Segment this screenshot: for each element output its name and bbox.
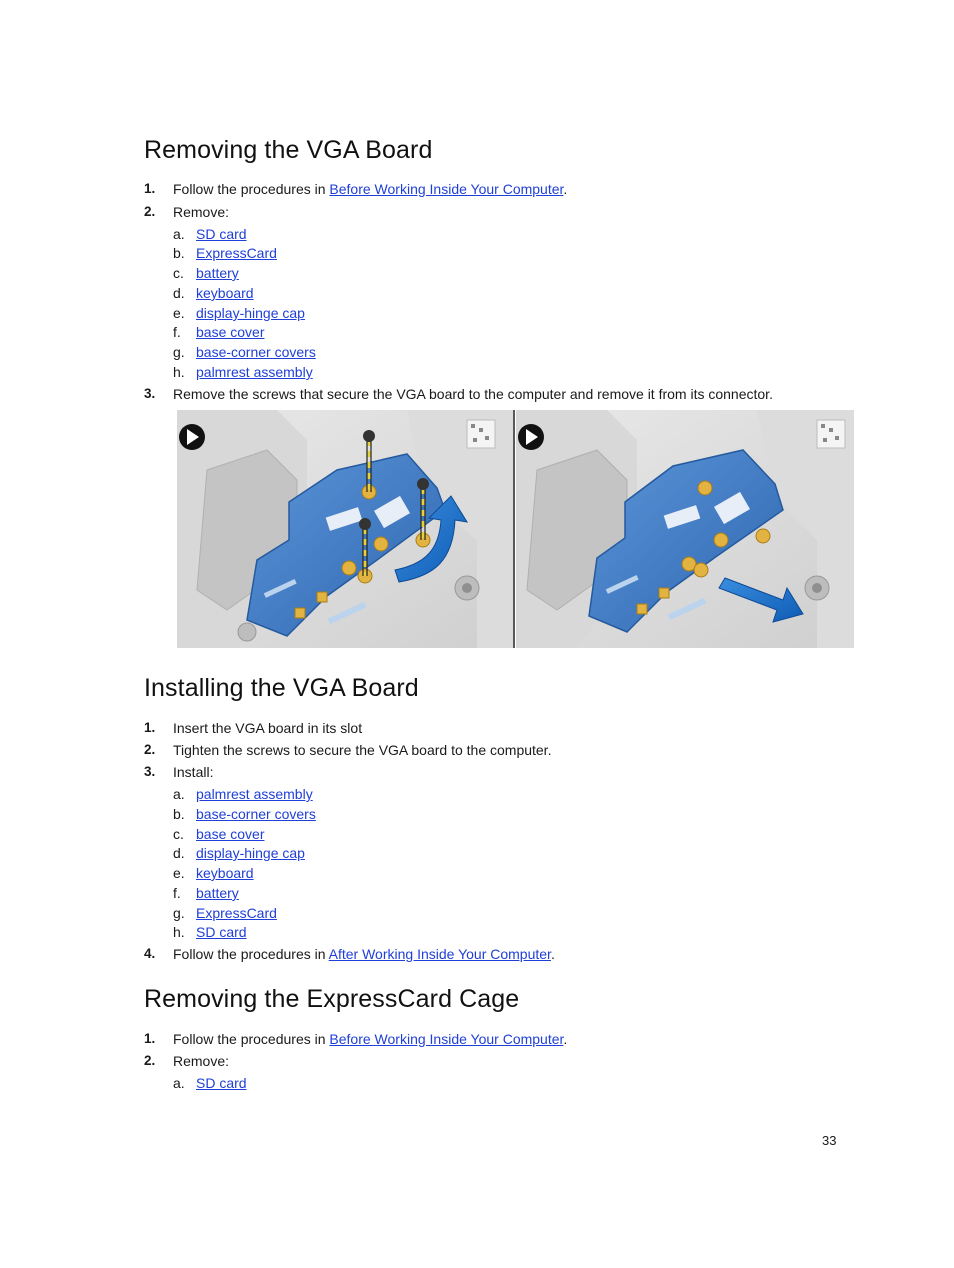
step-text: Remove the screws that secure the VGA board to the computer and remove it from its connector. [173, 386, 773, 402]
link-sd-card[interactable]: SD card [196, 226, 247, 242]
sub-letter: c. [173, 826, 184, 842]
left-panel [177, 410, 513, 648]
step-text: Remove: [173, 204, 230, 220]
link-expresscard[interactable]: ExpressCard [196, 245, 277, 261]
sub-letter: d. [173, 285, 185, 301]
step-text-post: . [563, 181, 568, 197]
link-display-hinge-cap[interactable]: display-hinge cap [196, 845, 305, 861]
vga-board-removal-figure [177, 410, 854, 648]
sub-letter: h. [173, 364, 185, 380]
step-text [173, 1030, 567, 1048]
step-text-post: . [550, 946, 555, 962]
sub-letter: b. [173, 806, 185, 822]
step-number: 2. [144, 742, 156, 757]
link-expresscard[interactable]: ExpressCard [196, 905, 277, 921]
sub-letter: h. [173, 924, 185, 940]
step-number: 3. [144, 386, 156, 401]
link-sd-card[interactable]: SD card [196, 1075, 247, 1091]
sub-letter: a. [173, 786, 185, 802]
step-number: 1. [144, 1031, 156, 1046]
step-text: Remove: [173, 1053, 230, 1069]
sub-letter: e. [173, 865, 185, 881]
sub-letter: f. [173, 324, 181, 340]
page-number: 33 [822, 1133, 837, 1148]
sub-letter: e. [173, 305, 185, 321]
step-text [173, 180, 567, 198]
section-title-removing-expresscard-cage: Removing the ExpressCard Cage [144, 985, 520, 1013]
sub-letter: g. [173, 344, 185, 360]
step-text: Install: [173, 764, 214, 780]
section-title-installing-vga-board: Installing the VGA Board [144, 674, 419, 702]
sub-letter: d. [173, 845, 185, 861]
sub-letter: b. [173, 245, 185, 261]
link-palmrest-assembly[interactable]: palmrest assembly [196, 364, 313, 380]
step-text-post: . [563, 1031, 568, 1047]
right-panel [516, 410, 854, 648]
link-sd-card[interactable]: SD card [196, 924, 247, 940]
step-number: 3. [144, 764, 156, 779]
link-palmrest-assembly[interactable]: palmrest assembly [196, 786, 313, 802]
step-number: 1. [144, 181, 156, 196]
step-number: 2. [144, 204, 156, 219]
sub-letter: c. [173, 265, 184, 281]
step-text: Tighten the screws to secure the VGA board to the computer. [173, 742, 552, 758]
link-keyboard[interactable]: keyboard [196, 285, 254, 301]
link-after-working[interactable]: After Working Inside Your Computer [328, 946, 551, 962]
link-base-cover[interactable]: base cover [196, 324, 265, 340]
sub-letter: a. [173, 226, 185, 242]
sub-letter: g. [173, 905, 185, 921]
link-display-hinge-cap[interactable]: display-hinge cap [196, 305, 305, 321]
step-text [173, 945, 555, 963]
step-text-pre: Follow the procedures in [173, 1031, 330, 1047]
sub-letter: a. [173, 1075, 185, 1091]
link-base-cover[interactable]: base cover [196, 826, 265, 842]
vga-board-illustration [177, 410, 854, 648]
step-number: 2. [144, 1053, 156, 1068]
step-text-pre: Follow the procedures in [173, 946, 329, 962]
link-before-working[interactable]: Before Working Inside Your Computer [329, 181, 564, 197]
link-base-corner-covers[interactable]: base-corner covers [196, 806, 316, 822]
step-text: Insert the VGA board in its slot [173, 720, 363, 736]
link-battery[interactable]: battery [196, 265, 239, 281]
step-number: 1. [144, 720, 156, 735]
step-text-pre: Follow the procedures in [173, 181, 330, 197]
step-number: 4. [144, 946, 156, 961]
section-title-removing-vga-board: Removing the VGA Board [144, 136, 433, 164]
link-battery[interactable]: battery [196, 885, 239, 901]
link-base-corner-covers[interactable]: base-corner covers [196, 344, 316, 360]
link-before-working[interactable]: Before Working Inside Your Computer [329, 1031, 564, 1047]
sub-letter: f. [173, 885, 181, 901]
link-keyboard[interactable]: keyboard [196, 865, 254, 881]
